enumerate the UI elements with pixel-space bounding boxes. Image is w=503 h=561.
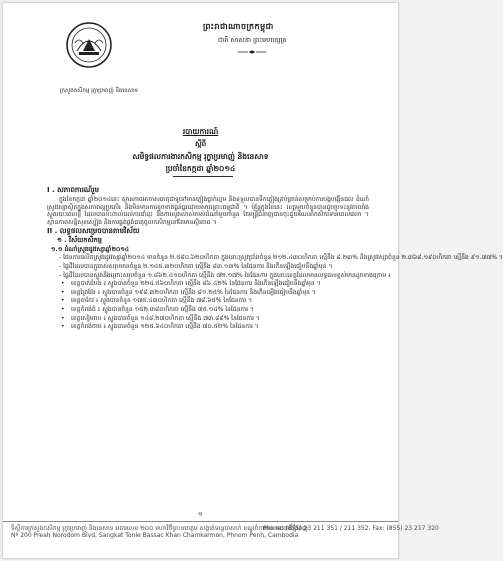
- report-period: ប្រចាំខែកក្កដា ឆ្នាំ២០១៤: [165, 164, 236, 173]
- section-paragraph: ក្នុងខែកក្កដា ឆ្នាំ២០១៤នេះ ស្ថានភាពអាកាសធាតុជាទូទៅមានភ្លៀងធ្លាក់ល្មម និងទទួលបានទឹកភ្លៀងគ្រប់គ្រាន់សម្រាប់ការបង្កបង្កើនផល ដំណាំស្រូវវស្សាស្ថិតក្នុងសភាពល្អប្រសើរ និងមិនមានការខូចខាតធ្ងន់ធ្ងរដោយសារគ្រោះធម្មជាតិ ។ ប៉ុន្តែក្នុងខែនេះ ខេត្តមួយចំនួនបានជួបប្រទះនូវភាពរាំងស្ងួតរយៈពេលខ្លី ដែលបានប៉ះពាល់ដល់ការដាំដុះ និងការលូតលាស់របស់ដំណាំមួយចំនួន តែមន្ត្រីជំនាញបានចុះជួយណែនាំកសិករទាន់ពេលវេលា ។ ស្ថានភាពសន្តិសុខស្បៀង និងការផ្គត់ផ្គង់ធាតុចូលកសិកម្មនៅតែមានស្ថិរភាព ។: [47, 196, 369, 226]
- report-about: ស្តីពី: [194, 140, 207, 148]
- section-heading: II . លទ្ធផលសម្រេចបានតាមវិស័យ: [47, 227, 140, 236]
- bullet-item: • ខេត្តបាត់ដំបង ៖ ស្ទូងបានចំនួន ២២៤.៥៦០ហិកតា ស្មើនឹង ៨៦.៤២% នៃផែនការ និងកើនឡើងធៀបនឹងឆ្នាំមុន ។: [47, 280, 369, 288]
- report-title: របាយការណ៍: [182, 127, 219, 136]
- page-number: ១: [198, 511, 203, 518]
- bullet-item: • ខេត្តព្រៃវែង ៖ ស្ទូងបានចំនួន ១៩៨.៣២០ហិកតា ស្មើនឹង ៨១.២៥% នៃផែនការ និងកើនឡើងធៀបនឹងឆ្នាំមុន ។: [47, 289, 369, 297]
- subsection-heading: ១ . វិស័យកសិកម្ម: [57, 236, 102, 245]
- report-body: [47, 185, 503, 332]
- list-item: - ផ្ទៃដីដែលបានភ្ជួររាស់សរុបមានចំនួន ២.១៤៥.៣២០ហិកតា ស្មើនឹង ៨៣.១៣% នៃផែនការ និងកើនឡើងធៀបនឹងឆ្នាំមុន ។: [59, 262, 333, 270]
- footer-contact: Phone: (855) 23 211 351 / 211 352, Fax: (855) 23 217 320: [263, 525, 439, 532]
- title-divider: [173, 176, 233, 177]
- list-item: - ផ្ទៃដីដែលបានស្ទូងនិងព្រោះសរុបចំនួន ១.៨៦២.៤១០ហិកតា ស្មើនឹង ៧២.១៧% នៃផែនការ ក្នុងនោះខេត្តដែលមានលទ្ធផលខ្ពស់មានដូចខាងក្រោម ៖: [59, 271, 391, 279]
- footer-address-km: ទីស្តីការក្រសួងកសិកម្ម រុក្ខាប្រមាញ់ និងនេសាទ អគារលេខ ២០០ មហាវិថីព្រះនរោត្តម សង្កាត់ទន្លេបាសាក់ ខណ្ឌចំការមន រាជធានីភ្នំពេញ: [11, 525, 308, 532]
- bullet-item: • ខេត្តកំពង់ចាម ៖ ស្ទូងបានចំនួន ១២៥.៦៤០ហិកតា ស្មើនឹង ៧០.៥២% នៃផែនការ ។: [47, 323, 369, 331]
- footer-address-en: Nº 200 Preah Norodom Blvd, Sangkat Tonle Bassac Khan Chamkarmon, Phnom Penh, Cambodia: [11, 532, 299, 539]
- subsection-heading: ១.១ ដំណាំស្រូវរដូវវស្សាឆ្នាំ២០១៤: [51, 246, 130, 254]
- section-heading: I . សភាពការណ៍រួម: [47, 186, 100, 194]
- bullet-item: • ខេត្តសៀមរាប ៖ ស្ទូងបានចំនួន ១៤៨.២៧០ហិកតា ស្មើនឹង ៧៣.៨៨% នៃផែនការ ។: [47, 315, 369, 323]
- ministry-seal-icon: [65, 21, 113, 69]
- list-item: - ផែនការផលិតស្រូវរដូវវស្សាឆ្នាំ២០១៤ មានចំនួន ២.៥៨០.៦២០ហិកតា ក្នុងនោះស្រូវប្រាំងចំនួន ២១២.៤៣០ហិកតា ស្មើនឹង ៨.២៣% និងស្រូវវស្សាចំនួន ២.៣៦៨.១៩០ហិកតា ស្មើនឹង ៩១.៧៧% ។: [59, 254, 503, 262]
- national-motto: ជាតិ សាសនា ព្រះមហាក្សត្រ: [218, 36, 287, 44]
- report-subject: សមិទ្ធផលការងារកសិកម្ម រុក្ខាប្រមាញ់ និងនេសាទ: [132, 152, 269, 161]
- page-footer: [3, 521, 439, 539]
- ministry-name: ក្រសួងកសិកម្ម រុក្ខាប្រមាញ់ និងនេសាទ: [59, 88, 139, 94]
- kingdom-title: ព្រះរាជាណាចក្រកម្ពុជា: [203, 22, 274, 31]
- bullet-item: • ខេត្តតាកែវ ៖ ស្ទូងបានចំនួន ១៧៥.៤៣០ហិកតា ស្មើនឹង ៧៨.៦៥% នៃផែនការ ។: [47, 297, 369, 305]
- document-page: [2, 2, 503, 559]
- bullet-item: • ខេត្តកំពង់ធំ ៖ ស្ទូងបានចំនួន ១៥២.៣៨០ហិកតា ស្មើនឹង ៧៥.១៤% នៃផែនការ ។: [47, 306, 369, 314]
- ornament-divider-icon: [238, 49, 266, 55]
